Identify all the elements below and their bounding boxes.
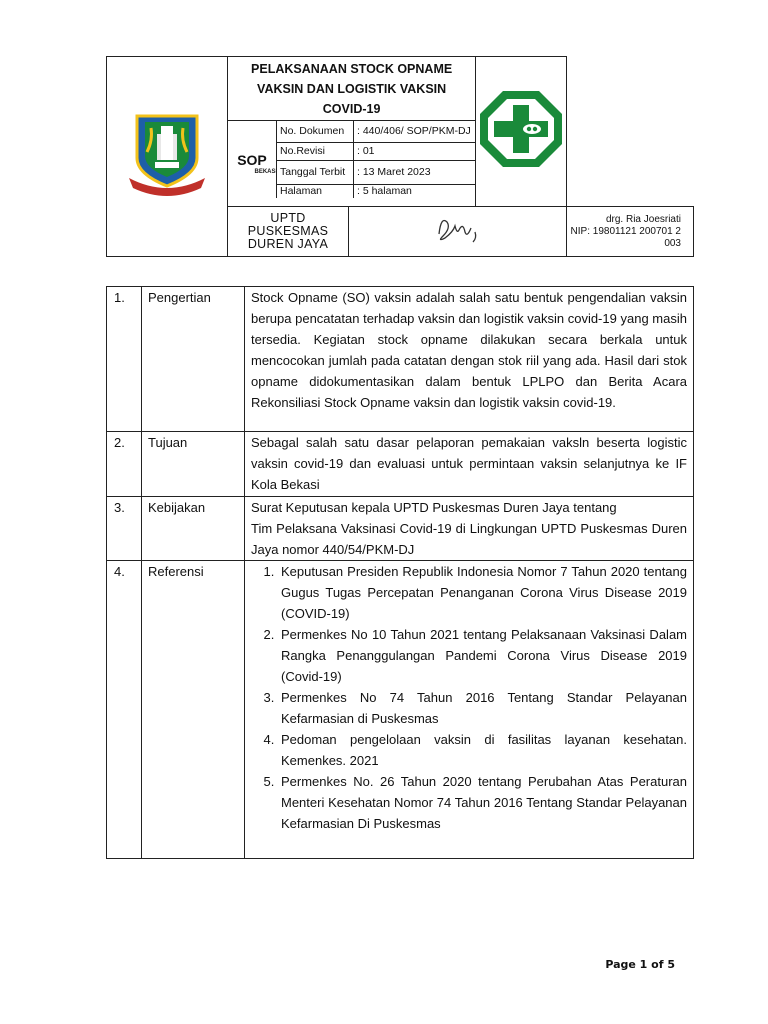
section-text: Sebagal salah satu dasar pelaporan pemakaian vaksln beserta logistic vaksin covid-19 dan evaluasi untuk permintaan vaksin selanjutnya ke IF Kola Bekasi xyxy=(245,432,694,497)
sop-header-table xyxy=(106,56,694,257)
signer-block xyxy=(567,207,694,257)
section-text: Surat Keputusan kepala UPTD Puskesmas Duren Jaya tentang Tim Pelaksana Vaksinasi Covid-19 di Lingkungan UPTD Puskesmas Duren Jaya nomor 440/54/PKM-DJ xyxy=(245,497,694,561)
section-number: 4. xyxy=(107,561,142,859)
signature-cell xyxy=(349,207,567,257)
section-row xyxy=(107,432,694,497)
page-number: Page 1 of 5 xyxy=(605,958,675,971)
bekasi-city-emblem-icon xyxy=(127,112,207,196)
reference-item: 3. Permenkes No 74 Tahun 2016 Tentang Standar Pelayanan Kefarmasian di Puskesmas xyxy=(278,687,687,729)
meta-label: Tanggal Terbit xyxy=(277,160,353,184)
sop-content-table xyxy=(106,286,694,859)
reference-item: 1. Keputusan Presiden Republik Indonesia Nomor 7 Tahun 2020 tentang Gugus Tugas Percepatan Penanganan Corona Virus Disease 2019 (COVID-19) xyxy=(278,561,687,624)
puskesmas-logo-cell xyxy=(476,57,567,207)
section-number: 3. xyxy=(107,497,142,561)
puskesmas-logo-icon xyxy=(476,87,566,171)
document-title: PELAKSANAAN STOCK OPNAME VAKSIN DAN LOGISTIK VAKSIN COVID-19 xyxy=(251,62,453,116)
section-number: 2. xyxy=(107,432,142,497)
reference-item: 2. Permenkes No 10 Tahun 2021 tentang Pelaksanaan Vaksinasi Dalam Rangka Penanggulangan Pandemi Corona Virus Disease 2019 (Covid-19) xyxy=(278,624,687,687)
sop-label: SOP xyxy=(228,121,277,199)
section-row xyxy=(107,561,694,859)
signer-nip: NIP: 19801121 200701 2 003 xyxy=(570,225,681,249)
meta-value: : 440/406/ SOP/PKM-DJ xyxy=(354,121,475,142)
reference-list-cell xyxy=(245,561,694,859)
meta-label: Halaman xyxy=(280,185,323,198)
title-meta-cell xyxy=(228,57,476,207)
section-row xyxy=(107,287,694,432)
emblem-motto: BEKASI xyxy=(254,168,278,175)
section-number: 1. xyxy=(107,287,142,432)
signature-icon xyxy=(433,212,483,246)
reference-item: 4. Pedoman pengelolaan vaksin di fasilitas layanan kesehatan. Kemenkes. 2021 xyxy=(278,729,687,771)
signer-name: drg. Ria Joesriati xyxy=(605,213,681,225)
section-label: Tujuan xyxy=(142,432,245,497)
meta-label: No. Dokumen xyxy=(277,121,353,142)
meta-value: : 5 halaman xyxy=(357,185,412,198)
reference-list xyxy=(251,561,687,834)
unit-name: UPTD PUSKESMAS DUREN JAYA xyxy=(228,207,349,257)
meta-value: : 13 Maret 2023 xyxy=(354,160,475,184)
meta-label: No.Revisi xyxy=(277,142,353,160)
emblem-ribbon-text: KOTA PATRIOT xyxy=(244,199,294,206)
section-label: Referensi xyxy=(142,561,245,859)
section-label: Kebijakan xyxy=(142,497,245,561)
section-row xyxy=(107,497,694,561)
section-text: Stock Opname (SO) vaksin adalah salah satu bentuk pengendalian vaksin berupa pencatatan terhadap vaksin dan logistik vaksin covid-19 yang masih tersedia. Kegiatan stock opname dilakukan secara berkala untuk mencocokan jumlah pada catatan dengan stok riil yang ada. Hasil dari stok opname didokumentasikan dalam bentuk LPLPO dan Berita Acara Rekonsiliasi Stock Opname vaksin dan logistik vaksin covid-19. xyxy=(245,287,694,432)
section-label: Pengertian xyxy=(142,287,245,432)
sop-meta-table xyxy=(228,120,475,198)
meta-value: : 01 xyxy=(354,142,475,160)
reference-item: 5. Permenkes No. 26 Tahun 2020 tentang Perubahan Atas Peraturan Menteri Kesehatan Nomor 74 Tahun 2016 Tentang Standar Pelayanan Kefarmasian Di Puskesmas xyxy=(278,771,687,834)
